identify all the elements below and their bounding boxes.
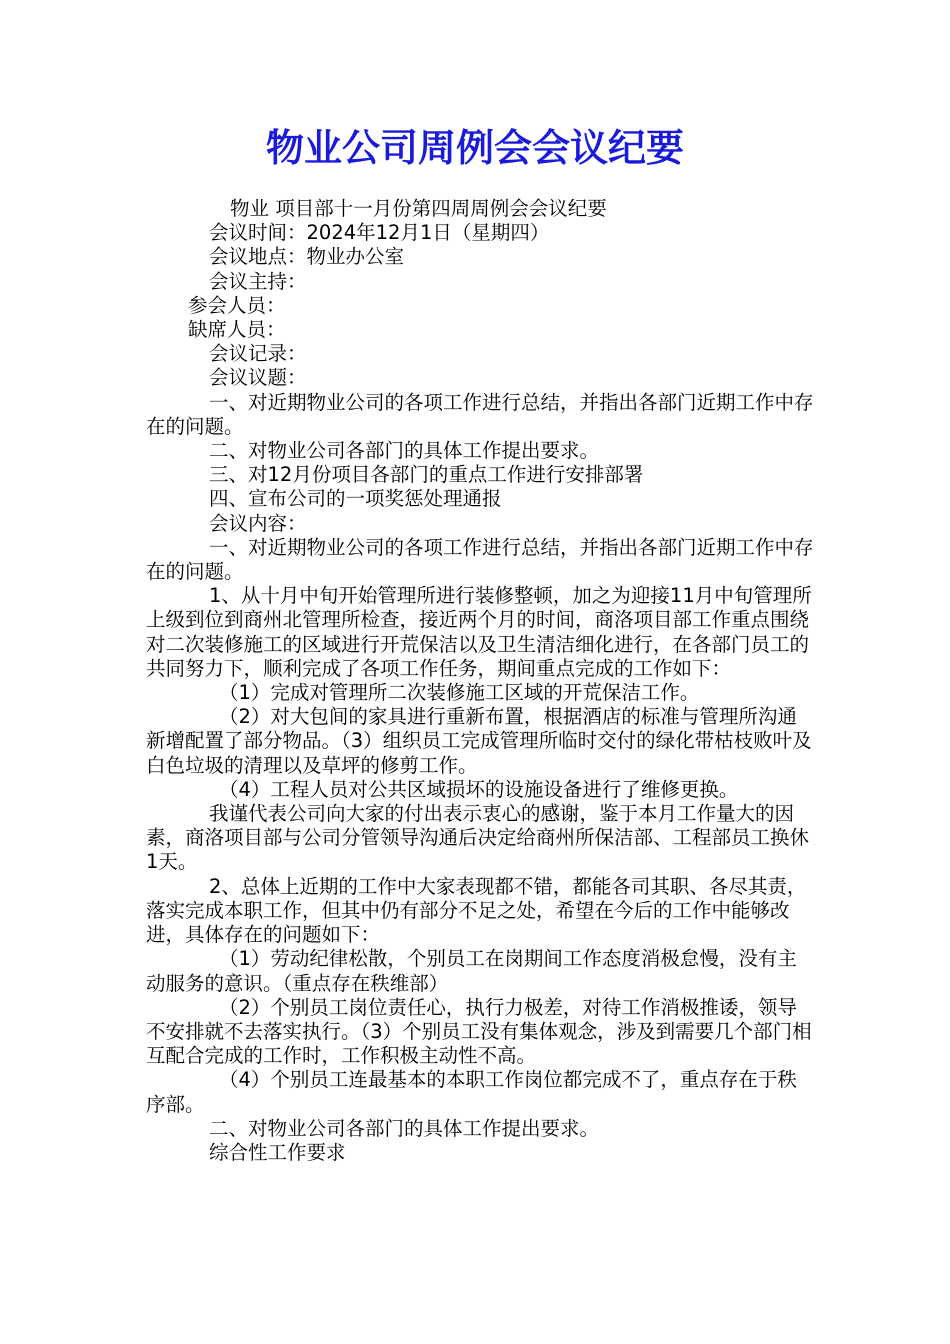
body-paragraph: 综合性工作要求 bbox=[209, 1140, 346, 1164]
body-paragraph: 一、对近期物业公司的各项工作进行总结，并指出各部门近期工作中存在的问题。 bbox=[146, 535, 814, 584]
body-paragraph: 会议主持： bbox=[209, 269, 307, 293]
body-paragraph: 四、宣布公司的一项奖惩处理通报 bbox=[209, 487, 502, 511]
body-paragraph: （1）完成对管理所二次装修施工区域的开荒保洁工作。 bbox=[219, 681, 700, 705]
body-paragraph: 1、从十月中旬开始管理所进行装修整顿，加之为迎接11月中旬管理所上级到位到商州北管理所检查，接近两个月的时间，商洛项目部工作重点围绕对二次装修施工的区域进行开荒保洁以及卫生清洁细化进行，在各部门员工的共同努力下，顺利完成了各项工作任务，期间重点完成的工作如下： bbox=[146, 584, 812, 680]
body-paragraph: 会议记录： bbox=[209, 342, 307, 366]
body-paragraph: 会议时间：2024年12月1日（星期四） bbox=[209, 221, 550, 245]
body-paragraph: 一、对近期物业公司的各项工作进行总结，并指出各部门近期工作中存在的问题。 bbox=[146, 390, 814, 438]
document-title: 物业公司周例会会议纪要 bbox=[265, 125, 684, 170]
body-paragraph: 会议地点：物业办公室 bbox=[209, 245, 405, 269]
body-paragraph: （1）劳动纪律松散，个别员工在岗期间工作态度消极怠慢，没有主动服务的意识。（重点存在秩维部） bbox=[146, 947, 797, 995]
body-paragraph: 会议内容： bbox=[209, 511, 307, 535]
body-paragraph: （4）工程人员对公共区域损坏的设施设备进行了维修更换。 bbox=[219, 777, 739, 801]
body-paragraph: 会议议题： bbox=[209, 366, 307, 390]
body-paragraph: 2、总体上近期的工作中大家表现都不错，都能各司其职、各尽其责，落实完成本职工作，但其中仍有部分不足之处，希望在今后的工作中能够改进，具体存在的问题如下： bbox=[146, 874, 807, 947]
body-paragraph: 缺席人员： bbox=[188, 318, 286, 342]
body-paragraph: 参会人员： bbox=[188, 293, 286, 317]
body-paragraph: 二、对物业公司各部门的具体工作提出要求。 bbox=[209, 1116, 600, 1140]
document-body bbox=[146, 197, 814, 1165]
body-paragraph: （2）对大包间的家具进行重新布置，根据酒店的标准与管理所沟通新增配置了部分物品。（3）组织员工完成管理所临时交付的绿化带枯枝败叶及白色垃圾的清理以及草坪的修剪工作。 bbox=[146, 705, 812, 777]
body-paragraph: 物业 项目部十一月份第四周周例会会议纪要 bbox=[230, 197, 607, 220]
body-paragraph: （4）个别员工连最基本的本职工作岗位都完成不了，重点存在于秩序部。 bbox=[146, 1068, 797, 1116]
body-paragraph: （2）个别员工岗位责任心，执行力极差，对待工作消极推诿，领导不安排就不去落实执行。（3）个别员工没有集体观念，涉及到需要几个部门相互配合完成的工作时，工作积极主动性不高。 bbox=[146, 995, 812, 1068]
body-paragraph: 二、对物业公司各部门的具体工作提出要求。 bbox=[209, 439, 600, 463]
body-paragraph: 三、对12月份项目各部门的重点工作进行安排部署 bbox=[209, 463, 644, 487]
body-paragraph: 我谨代表公司向大家的付出表示衷心的感谢，鉴于本月工作量大的因素，商洛项目部与公司分管领导沟通后决定给商州所保洁部、工程部员工换休1天。 bbox=[146, 802, 810, 874]
